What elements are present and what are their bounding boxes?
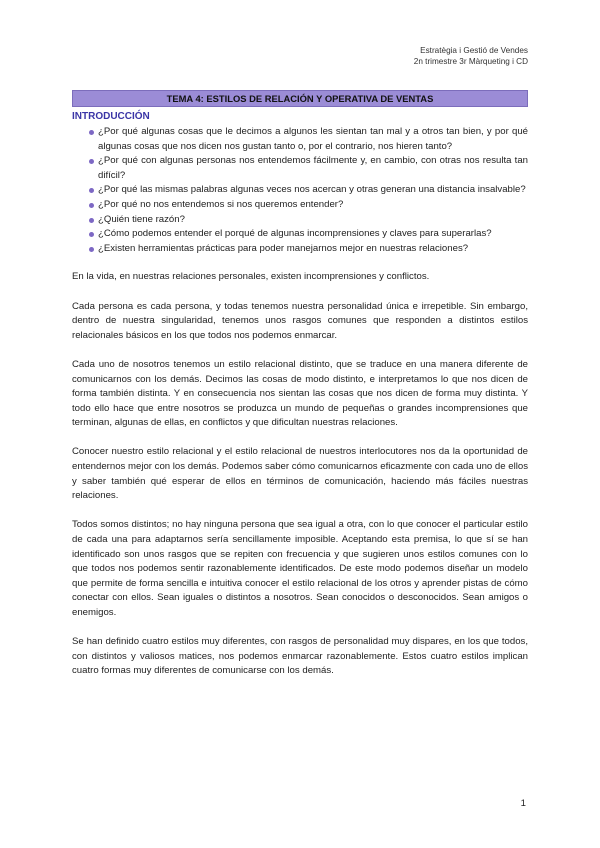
bullet-icon [89, 247, 94, 252]
paragraph: En la vida, en nuestras relaciones personales, existen incomprensiones y conflictos. [72, 271, 430, 283]
list-item: ¿Cómo podemos entender el porqué de algunas incomprensiones y claves para superarlas? [72, 227, 528, 242]
list-item: ¿Existen herramientas prácticas para poder manejarnos mejor en nuestras relaciones? [72, 242, 528, 257]
list-item: ¿Quién tiene razón? [72, 213, 528, 228]
bullet-icon [89, 188, 94, 193]
paragraph: Cada uno de nosotros tenemos un estilo relacional distinto, que se traduce en una manera diferente de comunicarnos con los demás. Decimos las cosas de modo distinto, e interpretamos lo que nos dicen de forma también distinta. Y en consecuencia nos sientan las cosas que nos dicen de forma muy distinta. Y todo ello hace que entre nosotros se produzca un mundo de pequeñas o grandes incomprensiones que terminan, algunas de ellas, en conflictos y que dificultan nuestras relaciones. [72, 358, 528, 429]
question-list [72, 125, 528, 256]
bullet-icon [89, 203, 94, 208]
list-item: ¿Por qué las mismas palabras algunas veces nos acercan y otras generan una distancia insalvable? [72, 183, 528, 198]
list-item: ¿Por qué algunas cosas que le decimos a algunos les sientan tan mal y a otros tan bien, y por qué algunas cosas que nos dicen nos gustan tanto o, por el contrario, nos hieren tanto? [72, 125, 528, 154]
chapter-title: TEMA 4: ESTILOS DE RELACIÓN Y OPERATIVA DE VENTAS [72, 90, 528, 107]
paragraph: Conocer nuestro estilo relacional y el estilo relacional de nuestros interlocutores nos da la oportunidad de entendernos mejor con los demás. Podemos saber cómo comunicarnos eficazmente con cada uno de ellos y saber también qué esperar de ellos en términos de comunicación, haciendo más fáciles nuestras relaciones. [72, 446, 528, 502]
paragraph: Se han definido cuatro estilos muy diferentes, con rasgos de personalidad muy dispares, en los que todos, con distintos y valiosos matices, nos podemos enmarcar razonablemente. Estos cuatro estilos implican cuatro formas muy diferentes de comunicarse con los demás. [72, 636, 528, 677]
list-item: ¿Por qué no nos entendemos si nos queremos entender? [72, 198, 528, 213]
paragraph: Todos somos distintos; no hay ninguna persona que sea igual a otra, con lo que conocer el particular estilo de cada una para adaptarnos sería sencillamente imposible. Aceptando esta premisa, lo que sí se han identificado son unos rasgos que se repiten con frecuencia y que sugieren unos estilos comunes con lo que todos nos podemos sentir razonablemente identificados. De este modo podemos diseñar un modelo que permite de forma sencilla e intuitiva conocer el estilo relacional de los otros y aprender pistas de cómo conectar con ellos. Sean iguales o distintos a nosotros. Sean conocidos o desconocidos. Sean amigos o enemigos. [72, 519, 528, 618]
bullet-icon [89, 218, 94, 223]
section-heading: INTRODUCCIÓN [72, 111, 150, 122]
header-course: Estratègia i Gestió de Vendes [420, 46, 528, 55]
paragraph: Cada persona es cada persona, y todas tenemos nuestra personalidad única e irrepetible. Sin embargo, dentro de nuestra singularidad, tenemos unos rasgos comunes que responden a distintos estilos relacionales básicos en los que todos nos podemos enmarcar. [72, 300, 528, 341]
bullet-icon [89, 232, 94, 237]
bullet-icon [89, 159, 94, 164]
document-body [72, 110, 528, 694]
bullet-icon [89, 130, 94, 135]
page-header [414, 45, 528, 67]
page-number: 1 [520, 798, 526, 809]
list-item: ¿Por qué con algunas personas nos entendemos fácilmente y, en cambio, con otras nos resulta tan difícil? [72, 154, 528, 183]
header-term: 2n trimestre 3r Màrqueting i CD [413, 57, 528, 66]
